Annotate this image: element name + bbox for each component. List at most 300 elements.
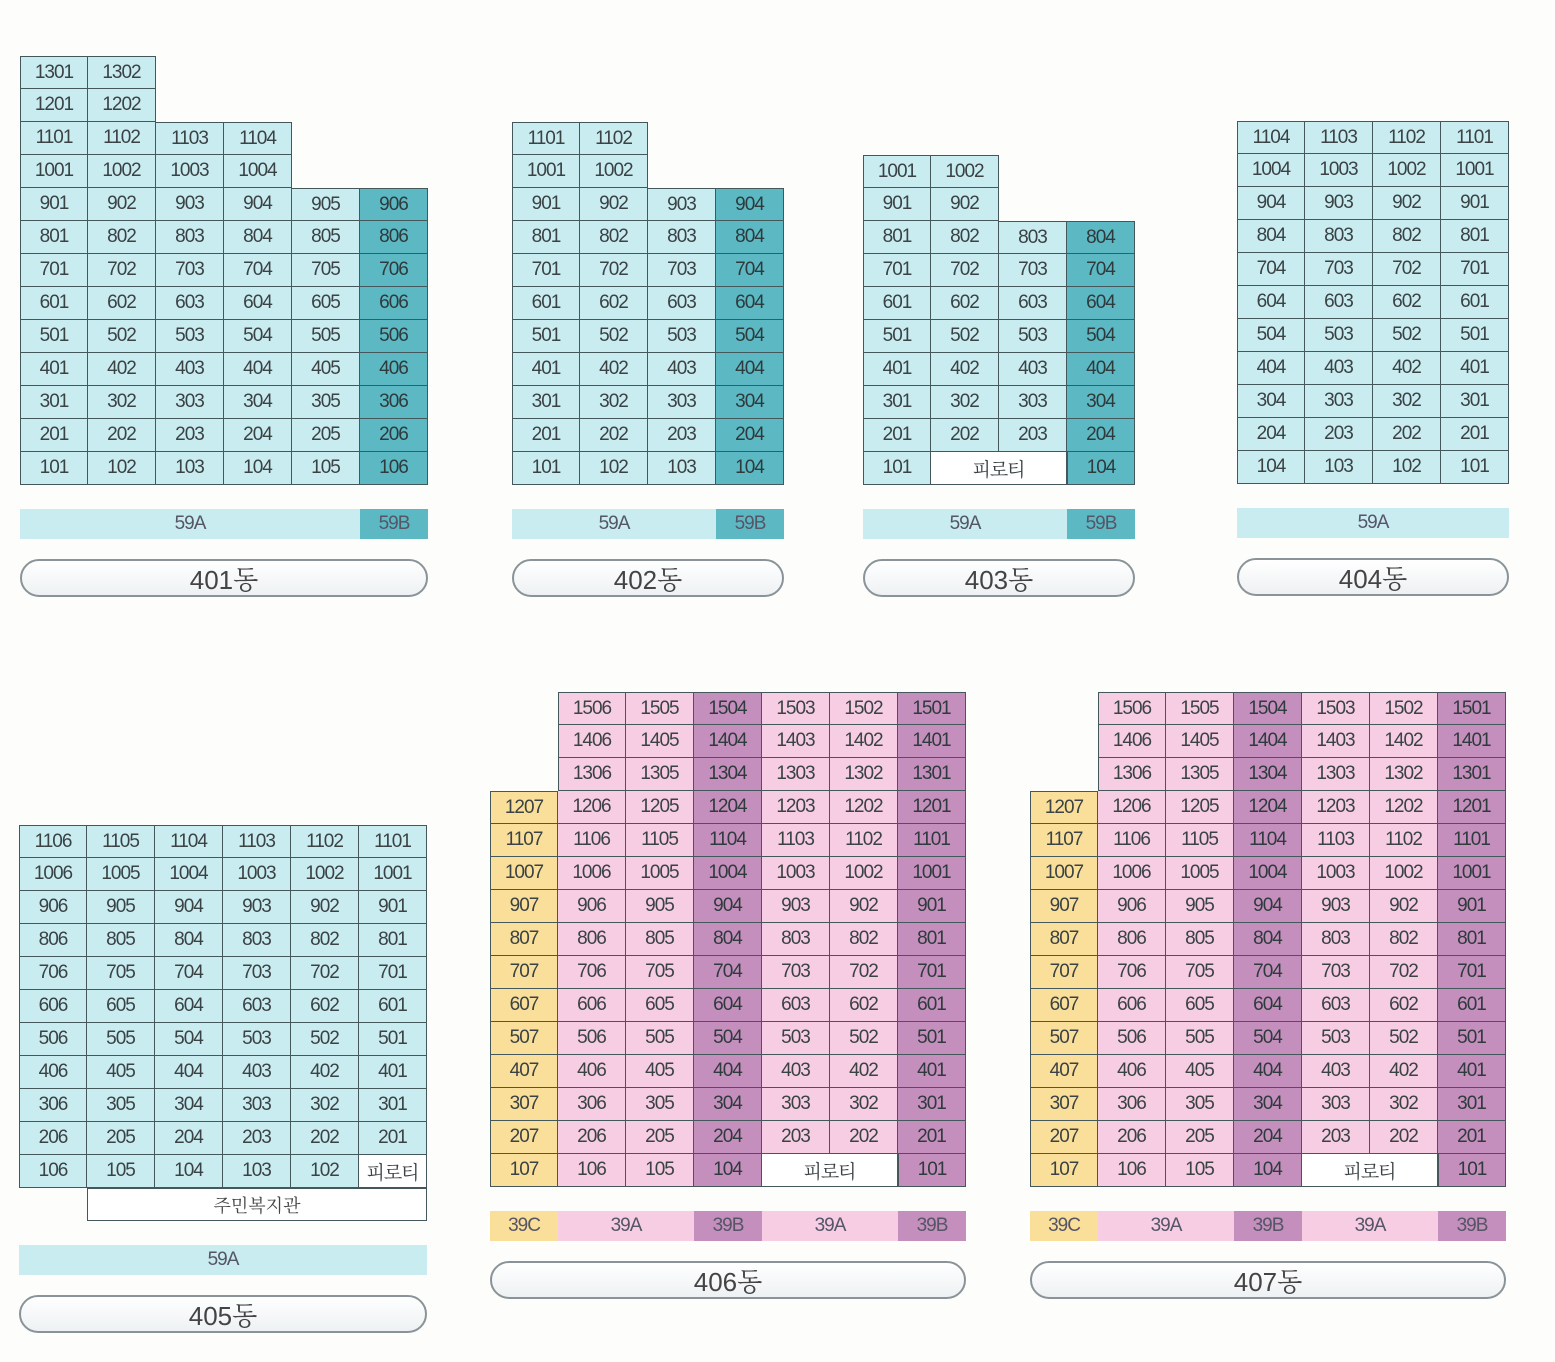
unit-type-legend <box>863 509 1135 539</box>
unit-cell: 501 <box>1441 319 1509 352</box>
unit-cell: 701 <box>20 254 88 287</box>
unit-cell: 1306 <box>558 758 626 791</box>
unit-cell: 203 <box>1302 1121 1370 1154</box>
unit-cell: 1002 <box>580 155 648 188</box>
unit-cell: 1005 <box>87 858 155 891</box>
building-label: 405동 <box>19 1295 427 1333</box>
unit-cell: 703 <box>762 956 830 989</box>
unit-cell: 604 <box>1067 287 1135 320</box>
unit-cell: 1004 <box>155 858 223 891</box>
unit-cell: 1403 <box>1302 725 1370 758</box>
unit-cell: 1304 <box>694 758 762 791</box>
unit-cell: 1002 <box>1370 857 1438 890</box>
unit-cell: 1104 <box>1237 121 1305 154</box>
unit-cell: 501 <box>359 1023 427 1056</box>
unit-cell: 605 <box>626 989 694 1022</box>
unit-cell: 903 <box>1302 890 1370 923</box>
unit-cell: 804 <box>224 221 292 254</box>
unit-cell: 1302 <box>830 758 898 791</box>
unit-cell: 307 <box>490 1088 558 1121</box>
unit-cell: 501 <box>898 1022 966 1055</box>
unit-cell: 203 <box>1305 418 1373 451</box>
unit-cell: 602 <box>931 287 999 320</box>
unit-cell: 304 <box>155 1089 223 1122</box>
unit-cell: 503 <box>1302 1022 1370 1055</box>
unit-cell: 803 <box>999 221 1067 254</box>
unit-cell: 505 <box>87 1023 155 1056</box>
unit-cell: 1006 <box>1098 857 1166 890</box>
unit-cell: 106 <box>19 1155 87 1188</box>
unit-cell: 405 <box>1166 1055 1234 1088</box>
unit-cell: 806 <box>360 221 428 254</box>
unit-cell: 401 <box>512 353 580 386</box>
unit-cell: 1103 <box>762 824 830 857</box>
unit-cell: 1102 <box>1373 121 1441 154</box>
unit-cell: 306 <box>19 1089 87 1122</box>
unit-cell: 103 <box>156 452 224 485</box>
unit-cell: 902 <box>830 890 898 923</box>
unit-cell: 1504 <box>1234 692 1302 725</box>
unit-cell: 805 <box>1166 923 1234 956</box>
unit-cell: 302 <box>88 386 156 419</box>
unit-cell: 104 <box>716 452 784 485</box>
unit-cell: 1205 <box>1166 791 1234 824</box>
unit-cell: 105 <box>626 1154 694 1187</box>
unit-cell: 802 <box>291 924 359 957</box>
unit-cell: 804 <box>694 923 762 956</box>
unit-type-legend <box>1237 508 1509 538</box>
unit-cell: 101 <box>1441 451 1509 484</box>
unit-cell: 607 <box>490 989 558 1022</box>
unit-cell: 201 <box>898 1121 966 1154</box>
unit-cell: 904 <box>224 188 292 221</box>
unit-cell: 904 <box>1237 187 1305 220</box>
unit-cell: 403 <box>1305 352 1373 385</box>
unit-cell: 1102 <box>580 122 648 155</box>
unit-cell: 104 <box>1237 451 1305 484</box>
unit-cell: 802 <box>1373 220 1441 253</box>
unit-cell: 704 <box>1234 956 1302 989</box>
unit-cell: 1002 <box>1373 154 1441 187</box>
unit-cell: 703 <box>648 254 716 287</box>
unit-cell: 602 <box>580 287 648 320</box>
unit-cell: 704 <box>716 254 784 287</box>
unit-cell: 402 <box>291 1056 359 1089</box>
unit-cell: 804 <box>1234 923 1302 956</box>
unit-cell: 404 <box>694 1055 762 1088</box>
unit-cell: 1002 <box>830 857 898 890</box>
unit-cell: 403 <box>156 353 224 386</box>
unit-cell: 603 <box>1305 286 1373 319</box>
unit-cell: 1001 <box>512 155 580 188</box>
unit-cell: 403 <box>1302 1055 1370 1088</box>
unit-cell: 604 <box>694 989 762 1022</box>
unit-cell: 201 <box>1441 418 1509 451</box>
unit-cell: 1204 <box>1234 791 1302 824</box>
unit-cell: 306 <box>558 1088 626 1121</box>
unit-cell: 707 <box>1030 956 1098 989</box>
unit-cell: 102 <box>88 452 156 485</box>
unit-cell: 1501 <box>1438 692 1506 725</box>
unit-cell: 1004 <box>1234 857 1302 890</box>
unit-cell: 807 <box>1030 923 1098 956</box>
unit-cell: 207 <box>1030 1121 1098 1154</box>
unit-cell: 402 <box>931 353 999 386</box>
unit-cell: 301 <box>863 386 931 419</box>
unit-cell: 902 <box>88 188 156 221</box>
unit-cell: 706 <box>19 957 87 990</box>
unit-cell: 201 <box>20 419 88 452</box>
unit-cell: 1004 <box>224 155 292 188</box>
unit-cell: 1001 <box>863 155 931 188</box>
unit-cell: 502 <box>580 320 648 353</box>
unit-cell: 105 <box>1166 1154 1234 1187</box>
unit-cell: 606 <box>19 990 87 1023</box>
unit-cell: 401 <box>359 1056 427 1089</box>
unit-cell: 1107 <box>1030 824 1098 857</box>
unit-cell: 104 <box>1067 452 1135 485</box>
unit-cell: 606 <box>1098 989 1166 1022</box>
unit-cell: 1001 <box>898 857 966 890</box>
unit-cell: 902 <box>291 891 359 924</box>
unit-cell: 1102 <box>291 825 359 858</box>
unit-cell: 405 <box>292 353 360 386</box>
unit-cell: 104 <box>694 1154 762 1187</box>
unit-cell: 801 <box>1438 923 1506 956</box>
unit-cell: 401 <box>898 1055 966 1088</box>
unit-cell: 1003 <box>223 858 291 891</box>
unit-cell: 701 <box>1438 956 1506 989</box>
unit-cell: 806 <box>1098 923 1166 956</box>
unit-cell: 802 <box>88 221 156 254</box>
unit-cell: 101 <box>863 452 931 485</box>
unit-cell: 1101 <box>20 122 88 155</box>
unit-cell: 1405 <box>626 725 694 758</box>
unit-cell: 1404 <box>1234 725 1302 758</box>
unit-cell: 107 <box>1030 1154 1098 1187</box>
unit-cell: 402 <box>1373 352 1441 385</box>
unit-cell: 1003 <box>1302 857 1370 890</box>
unit-cell: 1106 <box>1098 824 1166 857</box>
unit-cell: 1206 <box>558 791 626 824</box>
unit-cell: 705 <box>87 957 155 990</box>
unit-cell: 903 <box>223 891 291 924</box>
unit-cell: 701 <box>898 956 966 989</box>
unit-cell: 1006 <box>19 858 87 891</box>
unit-cell: 306 <box>1098 1088 1166 1121</box>
unit-cell: 303 <box>1305 385 1373 418</box>
unit-cell: 1202 <box>830 791 898 824</box>
unit-cell: 1003 <box>1305 154 1373 187</box>
unit-cell: 906 <box>558 890 626 923</box>
unit-cell: 801 <box>863 221 931 254</box>
unit-cell: 404 <box>1237 352 1305 385</box>
unit-cell: 701 <box>1441 253 1509 286</box>
unit-type-legend <box>490 1211 966 1241</box>
unit-cell: 407 <box>1030 1055 1098 1088</box>
unit-type-39A: 39A <box>1098 1211 1234 1241</box>
unit-cell: 902 <box>580 188 648 221</box>
unit-cell: 703 <box>1305 253 1373 286</box>
unit-cell: 206 <box>19 1122 87 1155</box>
unit-cell: 805 <box>292 221 360 254</box>
unit-cell: 606 <box>360 287 428 320</box>
unit-cell: 902 <box>931 188 999 221</box>
unit-cell: 403 <box>223 1056 291 1089</box>
unit-cell: 701 <box>863 254 931 287</box>
unit-cell: 803 <box>223 924 291 957</box>
unit-cell: 101 <box>1438 1154 1506 1187</box>
unit-cell: 401 <box>1441 352 1509 385</box>
unit-cell: 607 <box>1030 989 1098 1022</box>
unit-cell: 1502 <box>1370 692 1438 725</box>
unit-cell: 1302 <box>1370 758 1438 791</box>
unit-cell: 901 <box>359 891 427 924</box>
unit-cell: 1106 <box>19 825 87 858</box>
unit-cell: 1406 <box>1098 725 1166 758</box>
unit-cell: 503 <box>999 320 1067 353</box>
unit-type-39A: 39A <box>762 1211 898 1241</box>
unit-cell: 901 <box>863 188 931 221</box>
unit-cell: 406 <box>360 353 428 386</box>
unit-cell: 305 <box>292 386 360 419</box>
unit-cell: 1101 <box>1441 121 1509 154</box>
unit-cell: 205 <box>292 419 360 452</box>
unit-cell: 306 <box>360 386 428 419</box>
unit-cell: 1503 <box>1302 692 1370 725</box>
unit-cell: 1301 <box>1438 758 1506 791</box>
unit-cell: 603 <box>999 287 1067 320</box>
unit-cell: 405 <box>87 1056 155 1089</box>
unit-cell: 806 <box>19 924 87 957</box>
unit-cell: 1104 <box>224 122 292 155</box>
unit-cell: 704 <box>155 957 223 990</box>
building-label: 401동 <box>20 559 428 597</box>
unit-cell: 601 <box>898 989 966 1022</box>
unit-cell: 104 <box>155 1155 223 1188</box>
unit-cell: 504 <box>1237 319 1305 352</box>
unit-cell: 603 <box>762 989 830 1022</box>
unit-cell: 803 <box>1302 923 1370 956</box>
unit-cell: 802 <box>580 221 648 254</box>
unit-cell: 201 <box>359 1122 427 1155</box>
unit-cell: 1001 <box>359 858 427 891</box>
unit-cell: 204 <box>694 1121 762 1154</box>
unit-cell: 1505 <box>1166 692 1234 725</box>
unit-cell: 503 <box>1305 319 1373 352</box>
unit-cell: 302 <box>1370 1088 1438 1121</box>
unit-cell: 902 <box>1373 187 1441 220</box>
unit-cell: 504 <box>716 320 784 353</box>
unit-cell: 701 <box>512 254 580 287</box>
unit-cell: 906 <box>360 188 428 221</box>
unit-cell: 903 <box>156 188 224 221</box>
unit-cell: 1207 <box>1030 791 1098 824</box>
unit-cell: 506 <box>1098 1022 1166 1055</box>
unit-cell: 504 <box>1067 320 1135 353</box>
unit-cell: 705 <box>626 956 694 989</box>
unit-cell: 502 <box>88 320 156 353</box>
unit-cell: 401 <box>1438 1055 1506 1088</box>
unit-cell: 602 <box>830 989 898 1022</box>
unit-cell: 901 <box>898 890 966 923</box>
unit-cell: 401 <box>863 353 931 386</box>
building-label: 404동 <box>1237 558 1509 596</box>
unit-cell: 1005 <box>1166 857 1234 890</box>
unit-cell: 704 <box>1067 254 1135 287</box>
unit-cell: 503 <box>648 320 716 353</box>
unit-cell: 1303 <box>762 758 830 791</box>
unit-cell: 906 <box>19 891 87 924</box>
unit-cell: 504 <box>155 1023 223 1056</box>
unit-type-59B: 59B <box>360 509 428 539</box>
unit-cell: 1102 <box>830 824 898 857</box>
unit-cell: 1504 <box>694 692 762 725</box>
unit-cell: 1305 <box>1166 758 1234 791</box>
unit-cell: 406 <box>558 1055 626 1088</box>
piloti-cell: 피로티 <box>762 1154 898 1187</box>
unit-cell: 504 <box>694 1022 762 1055</box>
unit-cell: 702 <box>1373 253 1441 286</box>
unit-cell: 1004 <box>694 857 762 890</box>
unit-cell: 202 <box>1373 418 1441 451</box>
unit-cell: 802 <box>1370 923 1438 956</box>
unit-cell: 205 <box>87 1122 155 1155</box>
unit-cell: 101 <box>898 1154 966 1187</box>
unit-cell: 703 <box>999 254 1067 287</box>
unit-cell: 1207 <box>490 791 558 824</box>
unit-cell: 1305 <box>626 758 694 791</box>
unit-cell: 603 <box>223 990 291 1023</box>
unit-cell: 202 <box>88 419 156 452</box>
unit-cell: 1107 <box>490 824 558 857</box>
unit-cell: 803 <box>648 221 716 254</box>
unit-cell: 307 <box>1030 1088 1098 1121</box>
unit-cell: 1206 <box>1098 791 1166 824</box>
unit-cell: 901 <box>20 188 88 221</box>
unit-cell: 204 <box>1067 419 1135 452</box>
unit-cell: 805 <box>87 924 155 957</box>
unit-cell: 302 <box>830 1088 898 1121</box>
unit-cell: 1201 <box>20 89 88 122</box>
piloti-cell: 피로티 <box>1302 1154 1438 1187</box>
unit-cell: 407 <box>490 1055 558 1088</box>
unit-cell: 506 <box>19 1023 87 1056</box>
unit-cell: 203 <box>999 419 1067 452</box>
unit-cell: 1004 <box>1237 154 1305 187</box>
unit-cell: 1001 <box>20 155 88 188</box>
unit-cell: 802 <box>830 923 898 956</box>
unit-cell: 1405 <box>1166 725 1234 758</box>
unit-cell: 402 <box>1370 1055 1438 1088</box>
unit-cell: 305 <box>1166 1088 1234 1121</box>
unit-cell: 202 <box>1370 1121 1438 1154</box>
unit-cell: 204 <box>1237 418 1305 451</box>
unit-cell: 602 <box>291 990 359 1023</box>
unit-cell: 1302 <box>88 56 156 89</box>
unit-cell: 102 <box>1373 451 1441 484</box>
unit-cell: 601 <box>359 990 427 1023</box>
unit-cell: 103 <box>223 1155 291 1188</box>
unit-cell: 104 <box>1234 1154 1302 1187</box>
unit-cell: 1104 <box>155 825 223 858</box>
unit-cell: 1102 <box>88 122 156 155</box>
unit-cell: 605 <box>1166 989 1234 1022</box>
unit-type-59B: 59B <box>1067 509 1135 539</box>
unit-cell: 601 <box>512 287 580 320</box>
unit-cell: 1501 <box>898 692 966 725</box>
unit-type-39C: 39C <box>490 1211 558 1241</box>
piloti-cell: 피로티 <box>359 1155 427 1188</box>
unit-cell: 405 <box>626 1055 694 1088</box>
unit-cell: 704 <box>224 254 292 287</box>
unit-cell: 1401 <box>1438 725 1506 758</box>
unit-cell: 601 <box>1441 286 1509 319</box>
unit-cell: 304 <box>716 386 784 419</box>
unit-cell: 604 <box>1237 286 1305 319</box>
unit-cell: 1404 <box>694 725 762 758</box>
unit-cell: 1502 <box>830 692 898 725</box>
unit-cell: 702 <box>830 956 898 989</box>
unit-cell: 1204 <box>694 791 762 824</box>
unit-cell: 603 <box>1302 989 1370 1022</box>
unit-cell: 705 <box>1166 956 1234 989</box>
unit-type-59A: 59A <box>20 509 360 539</box>
unit-cell: 105 <box>292 452 360 485</box>
unit-type-59A: 59A <box>19 1245 427 1275</box>
unit-cell: 1402 <box>1370 725 1438 758</box>
unit-cell: 404 <box>716 353 784 386</box>
unit-cell: 903 <box>1305 187 1373 220</box>
unit-cell: 402 <box>88 353 156 386</box>
unit-cell: 507 <box>490 1022 558 1055</box>
unit-cell: 303 <box>223 1089 291 1122</box>
unit-cell: 601 <box>1438 989 1506 1022</box>
unit-cell: 1406 <box>558 725 626 758</box>
unit-cell: 1005 <box>626 857 694 890</box>
unit-cell: 807 <box>490 923 558 956</box>
unit-cell: 404 <box>1067 353 1135 386</box>
unit-cell: 304 <box>1237 385 1305 418</box>
unit-cell: 1505 <box>626 692 694 725</box>
unit-cell: 804 <box>1067 221 1135 254</box>
unit-cell: 904 <box>694 890 762 923</box>
unit-cell: 904 <box>716 188 784 221</box>
unit-cell: 701 <box>359 957 427 990</box>
unit-type-legend <box>1030 1211 1506 1241</box>
unit-cell: 907 <box>1030 890 1098 923</box>
unit-cell: 1304 <box>1234 758 1302 791</box>
unit-type-legend <box>512 509 784 539</box>
unit-cell: 1203 <box>1302 791 1370 824</box>
unit-cell: 906 <box>1098 890 1166 923</box>
building-label: 407동 <box>1030 1261 1506 1299</box>
unit-cell: 105 <box>87 1155 155 1188</box>
unit-cell: 302 <box>931 386 999 419</box>
unit-cell: 1201 <box>898 791 966 824</box>
unit-cell: 1104 <box>694 824 762 857</box>
unit-type-39B: 39B <box>898 1211 966 1241</box>
unit-cell: 302 <box>291 1089 359 1122</box>
unit-cell: 604 <box>155 990 223 1023</box>
unit-cell: 704 <box>694 956 762 989</box>
unit-cell: 801 <box>1441 220 1509 253</box>
unit-cell: 1402 <box>830 725 898 758</box>
unit-cell: 1301 <box>20 56 88 89</box>
unit-cell: 704 <box>1237 253 1305 286</box>
unit-cell: 1102 <box>1370 824 1438 857</box>
unit-type-59B: 59B <box>716 509 784 539</box>
